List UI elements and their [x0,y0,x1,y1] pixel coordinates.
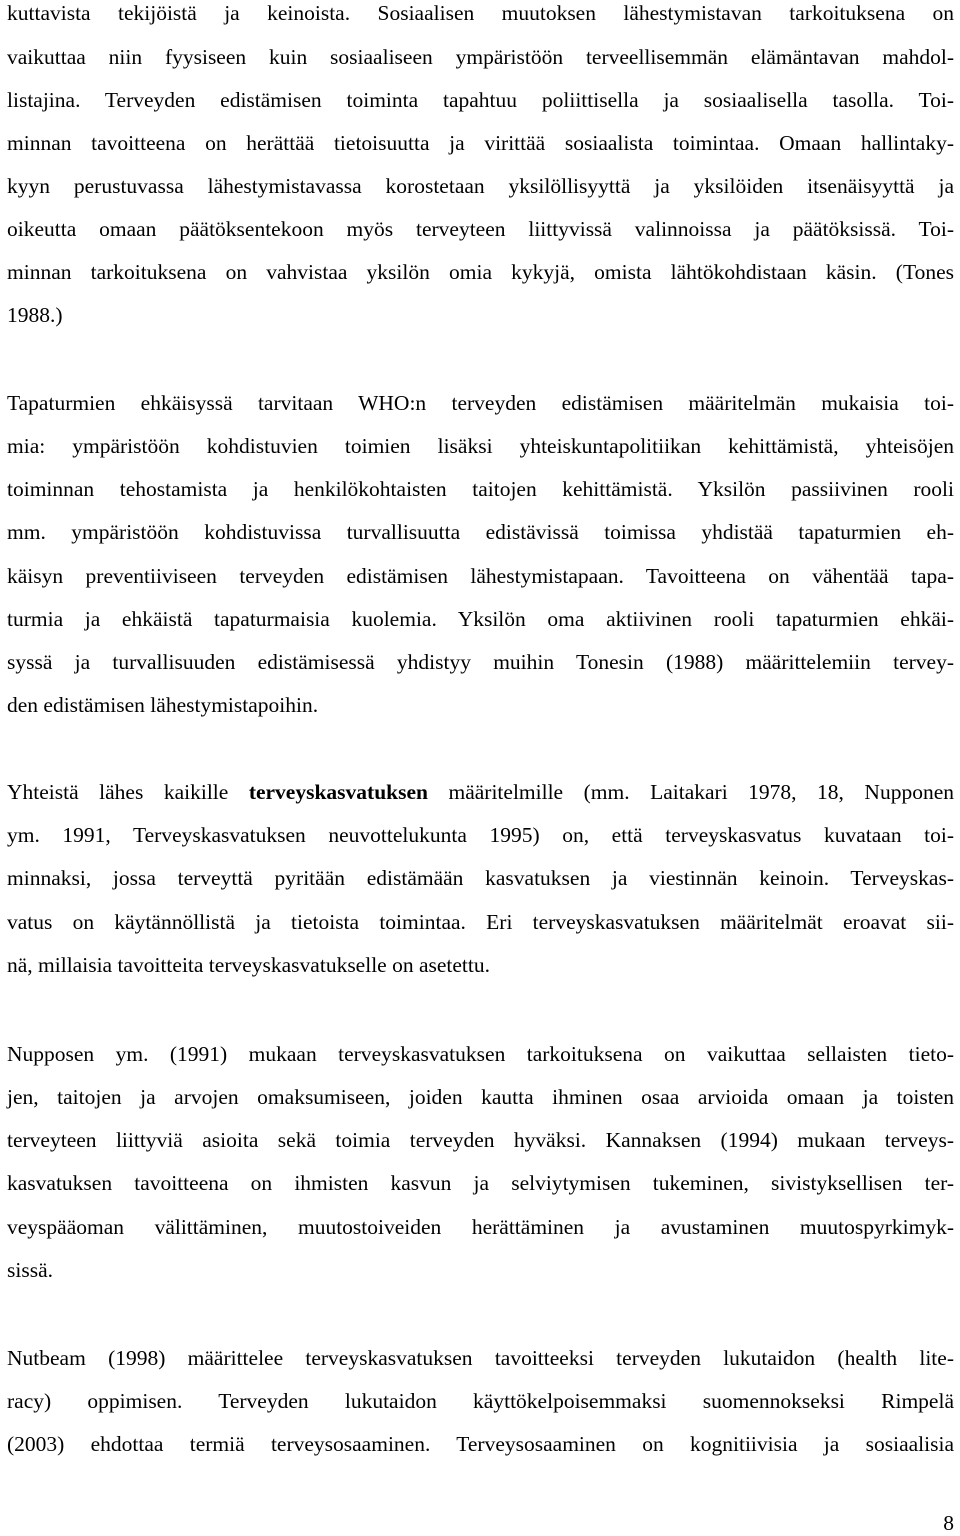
text-line: Nutbeam (1998) määrittelee terveyskasvatuksen tavoitteeksi terveyden lukutaidon (health lite- [7,1346,954,1370]
text-line: vaikuttaa niin fyysiseen kuin sosiaaliseen ympäristöön terveellisemmän elämäntavan mahdol- [7,45,954,69]
text-line: Nupposen ym. (1991) mukaan terveyskasvatuksen tarkoituksena on vaikuttaa sellaisten tieto- [7,1042,954,1066]
text-line: minnaksi, jossa terveyttä pyritään edistämään kasvatuksen ja viestinnän keinoin. Terveyskas- [7,866,954,890]
text-line: jen, taitojen ja arvojen omaksumiseen, joiden kautta ihminen osaa arvioida omaan ja toisten [7,1085,954,1109]
text-line: (2003) ehdottaa termiä terveysosaaminen. Terveysosaaminen on kognitiivisia ja sosiaalisia [7,1432,954,1456]
text-line: minnan tavoitteena on herättää tietoisuutta ja virittää sosiaalista toimintaa. Omaan hallintaky- [7,131,954,155]
text-line: toiminnan tehostamista ja henkilökohtaisten taitojen kehittämistä. Yksilön passiivinen rooli [7,477,954,501]
text-line: minnan tarkoituksena on vahvistaa yksilön omia kykyjä, omista lähtökohdistaan käsin. (Tones [7,260,954,284]
text-line: ym. 1991, Terveyskasvatuksen neuvottelukunta 1995) on, että terveyskasvatus kuvataan toi- [7,823,954,847]
text-line: kuttavista tekijöistä ja keinoista. Sosiaalisen muutoksen lähestymistavan tarkoituksena on [7,1,954,25]
text-run: määritelmille (mm. Laitakari 1978, 18, Nupponen [427,780,954,804]
text-line: terveyteen liittyviä asioita sekä toimia terveyden hyväksi. Kannaksen (1994) mukaan terveys- [7,1128,954,1152]
text-line: turmia ja ehkäistä tapaturmaisia kuolemia. Yksilön oma aktiivinen rooli tapaturmien ehkäi- [7,607,954,631]
text-line: den edistämisen lähestymistapoihin. [7,693,319,717]
text-line: Tapaturmien ehkäisyssä tarvitaan WHO:n terveyden edistämisen määritelmän mukaisia toi- [7,391,954,415]
bold-term: terveyskasvatuksen [248,780,428,804]
text-line [7,779,954,805]
text-line: 1988.) [7,303,63,327]
text-line: oikeutta omaan päätöksentekoon myös terveyteen liittyvissä valinnoissa ja päätöksissä. Toi- [7,217,954,241]
page-number: 8 [943,1511,954,1535]
text-line: mm. ympäristöön kohdistuvissa turvallisuutta edistävissä toimissa yhdistää tapaturmien eh- [7,520,954,544]
text-line: mia: ympäristöön kohdistuvien toimien lisäksi yhteiskuntapolitiikan kehittämistä, yhteisöjen [7,434,954,458]
text-line: kasvatuksen tavoitteena on ihmisten kasvun ja selviytymisen tukeminen, sivistyksellisen ter- [7,1171,954,1195]
text-line: sissä. [7,1258,53,1282]
text-line: vatus on käytännöllistä ja tietoista toimintaa. Eri terveyskasvatuksen määritelmät eroavat sii- [7,910,954,934]
text-run: Yhteistä lähes kaikille [7,780,249,804]
text-line: kyyn perustuvassa lähestymistavassa korostetaan yksilöllisyyttä ja yksilöiden itsenäisyyttä ja [7,174,954,198]
text-line: racy) oppimisen. Terveyden lukutaidon käyttökelpoisemmaksi suomennokseksi Rimpelä [7,1389,954,1413]
text-line: listajina. Terveyden edistämisen toiminta tapahtuu poliittisella ja sosiaalisella tasolla. Toi- [7,88,954,112]
text-line: nä, millaisia tavoitteita terveyskasvatukselle on asetettu. [7,953,491,977]
text-line: syssä ja turvallisuuden edistämisessä yhdistyy muihin Tonesin (1988) määrittelemiin tervey- [7,650,954,674]
text-line: käisyn preventiiviseen terveyden edistämisen lähestymistapaan. Tavoitteena on vähentää tapa- [7,564,954,588]
text-line: veyspääoman välittäminen, muutostoiveiden herättäminen ja avustaminen muutospyrkimyk- [7,1215,954,1239]
